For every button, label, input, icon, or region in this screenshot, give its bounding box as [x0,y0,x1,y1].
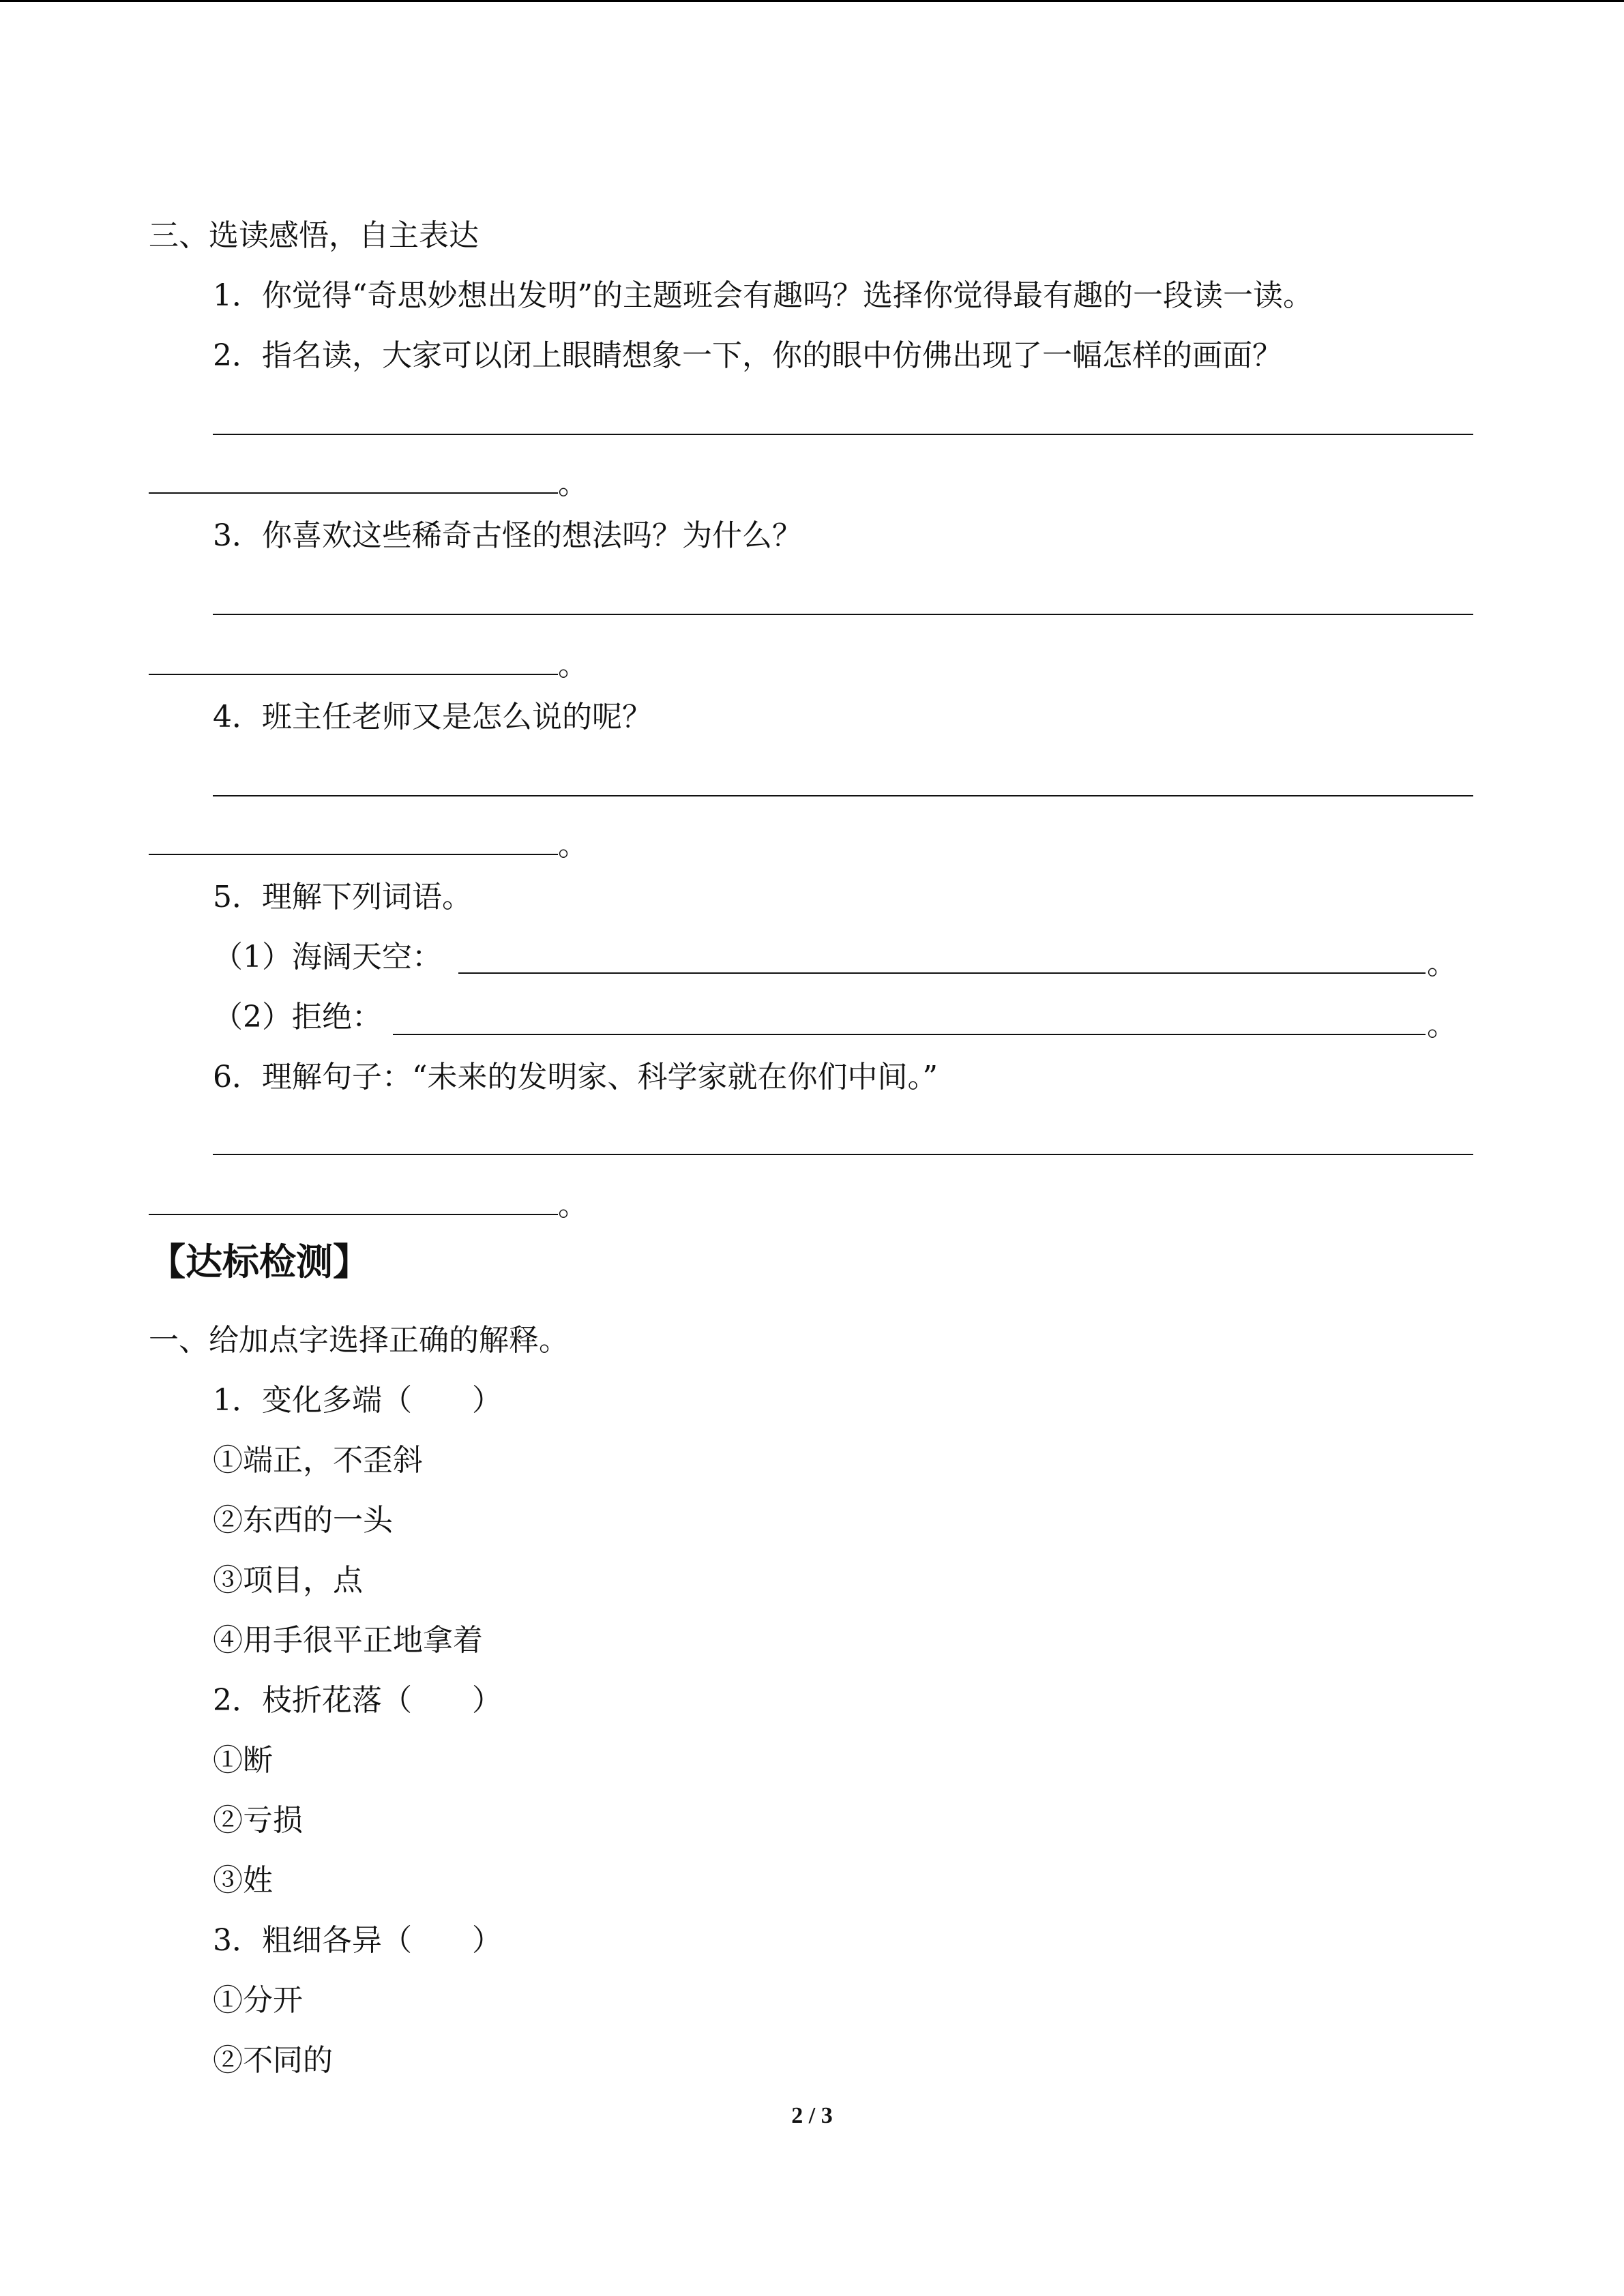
list-item: ②不同的 [213,2043,333,2078]
period-mark: 。 [558,828,588,863]
top-border [0,0,1624,2]
answer-line [213,1154,1473,1155]
question-3: 3．你喜欢这些稀奇古怪的想法吗？为什么？ [213,518,802,553]
question-2: 2．指名读，大家可以闭上眼睛想象一下，你的眼中仿佛出现了一幅怎样的画面？ [213,338,1282,373]
list-item: ②东西的一头 [213,1503,393,1538]
list-item: 3．粗细各异（ ） [213,1923,502,1958]
answer-line [149,492,558,494]
list-item: ④用手很平正地拿着 [213,1623,483,1658]
answer-line [149,1214,558,1215]
list-item: 2．枝折花落（ ） [213,1683,502,1718]
period-mark: 。 [558,466,588,501]
answer-line [149,854,558,855]
answer-line [458,972,1426,974]
answer-line [213,795,1473,796]
question-1: 1．你觉得“奇思妙想出发明”的主题班会有趣吗？选择你觉得最有趣的一段读一读。 [213,278,1313,313]
period-mark: 。 [558,648,588,683]
period-mark: 。 [1427,1008,1457,1043]
question-6: 6．理解句子：“未来的发明家、科学家就在你们中间。” [213,1060,938,1094]
period-mark: 。 [1427,946,1457,981]
part-title: 一、给加点字选择正确的解释。 [149,1323,569,1358]
answer-line [213,434,1473,435]
period-mark: 。 [558,1188,588,1223]
question-5-1: （1）海阔天空： [213,940,442,974]
question-5-2: （2）拒绝： [213,1000,382,1034]
list-item: ③项目，点 [213,1563,363,1598]
list-item: ①分开 [213,1983,303,2018]
list-item: 1．变化多端（ ） [213,1383,502,1418]
list-item: ②亏损 [213,1803,303,1838]
question-4: 4．班主任老师又是怎么说的呢？ [213,700,652,734]
answer-line [213,614,1473,615]
answer-line [149,674,558,675]
section-heading: 【达标检测】 [149,1240,370,1283]
list-item: ①断 [213,1743,273,1778]
list-item: ③姓 [213,1863,273,1898]
answer-line [393,1034,1426,1035]
page-number: 2 / 3 [791,2103,833,2128]
section-title: 三、选读感悟，自主表达 [149,218,479,253]
list-item: ①端正，不歪斜 [213,1443,423,1478]
question-5: 5．理解下列词语。 [213,880,472,914]
